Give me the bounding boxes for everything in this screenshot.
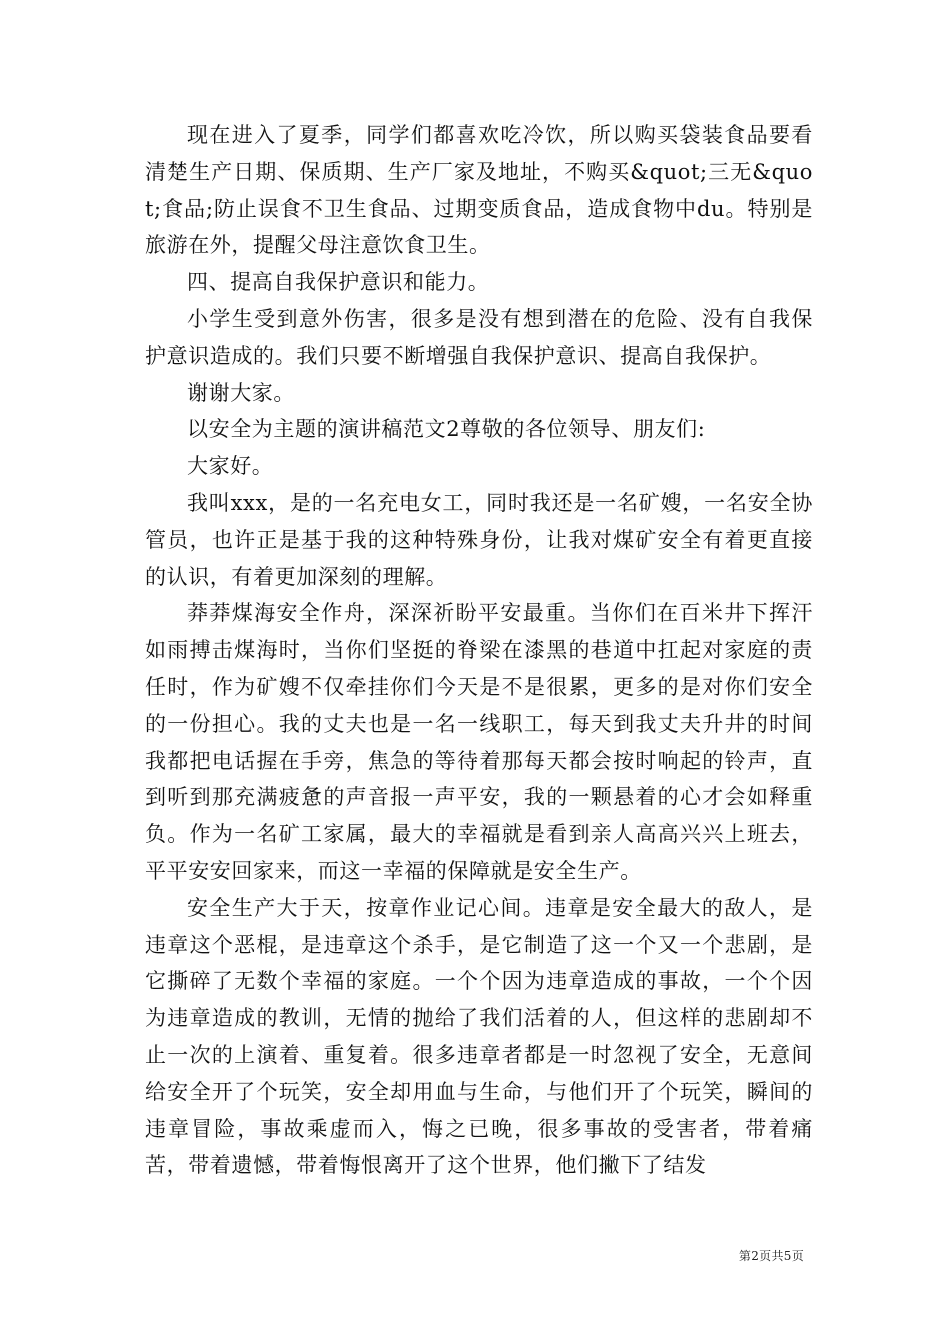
paragraph-cold-drinks: 现在进入了夏季，同学们都喜欢吃冷饮，所以购买袋装食品要看清楚生产日期、保质期、生产厂家及地址，不购买&quot;三无&quot;食品;防止误食不卫生食品、过期变质食品，造成食物中du。特别是旅游在外，提醒父母注意饮食卫生。: [145, 123, 813, 258]
page-number-footer: 第2页共5页: [738, 1249, 804, 1263]
paragraph-thanks: 谢谢大家。: [187, 380, 295, 405]
paragraph-coal-sea: 莽莽煤海安全作舟，深深祈盼平安最重。当你们在百米井下挥汗如雨搏击煤海时，当你们坚挺的脊梁在漆黑的巷道中扛起对家庭的责任时，作为矿嫂不仅牵挂你们今天是不是很累，更多的是对你们安全的一份担心。我的丈夫也是一名一线职工，每天到我丈夫升井的时间我都把电话握在手旁，焦急的等待着那每天都会按时响起的铃声，直到听到那充满疲惫的声音报一声平安，我的一颗悬着的心才会如释重负。作为一名矿工家属，最大的幸福就是看到亲人高高兴兴上班去，平平安安回家来，而这一幸福的保障就是安全生产。: [145, 601, 813, 883]
paragraph-greeting: 大家好。: [187, 454, 274, 479]
body-text: [145, 117, 813, 1184]
paragraph-self-protection: 小学生受到意外伤害，很多是没有想到潜在的危险、没有自我保护意识造成的。我们只要不断增强自我保护意识、提高自我保护。: [145, 306, 813, 368]
paragraph-section-four-heading: 四、提高自我保护意识和能力。: [187, 270, 490, 295]
paragraph-speech-2-title: 以安全为主题的演讲稿范文2尊敬的各位领导、朋友们:: [187, 417, 706, 442]
paragraph-violations: 安全生产大于天，按章作业记心间。违章是安全最大的敌人，是违章这个恶棍，是违章这个杀手，是它制造了这一个又一个悲剧，是它撕碎了无数个幸福的家庭。一个个因为违章造成的事故，一个个因为违章造成的教训，无情的抛给了我们活着的人，但这样的悲剧却不止一次的上演着、重复着。很多违章者都是一时忽视了安全，无意间给安全开了个玩笑，安全却用血与生命，与他们开了个玩笑，瞬间的违章冒险，事故乘虚而入，悔之已晚，很多事故的受害者，带着痛苦，带着遗憾，带着悔恨离开了这个世界，他们撇下了结发: [145, 895, 813, 1178]
paragraph-self-introduction: 我叫xxx，是的一名充电女工，同时我还是一名矿嫂，一名安全协管员，也许正是基于我的这种特殊身份，让我对煤矿安全有着更直接的认识，有着更加深刻的理解。: [145, 490, 813, 589]
